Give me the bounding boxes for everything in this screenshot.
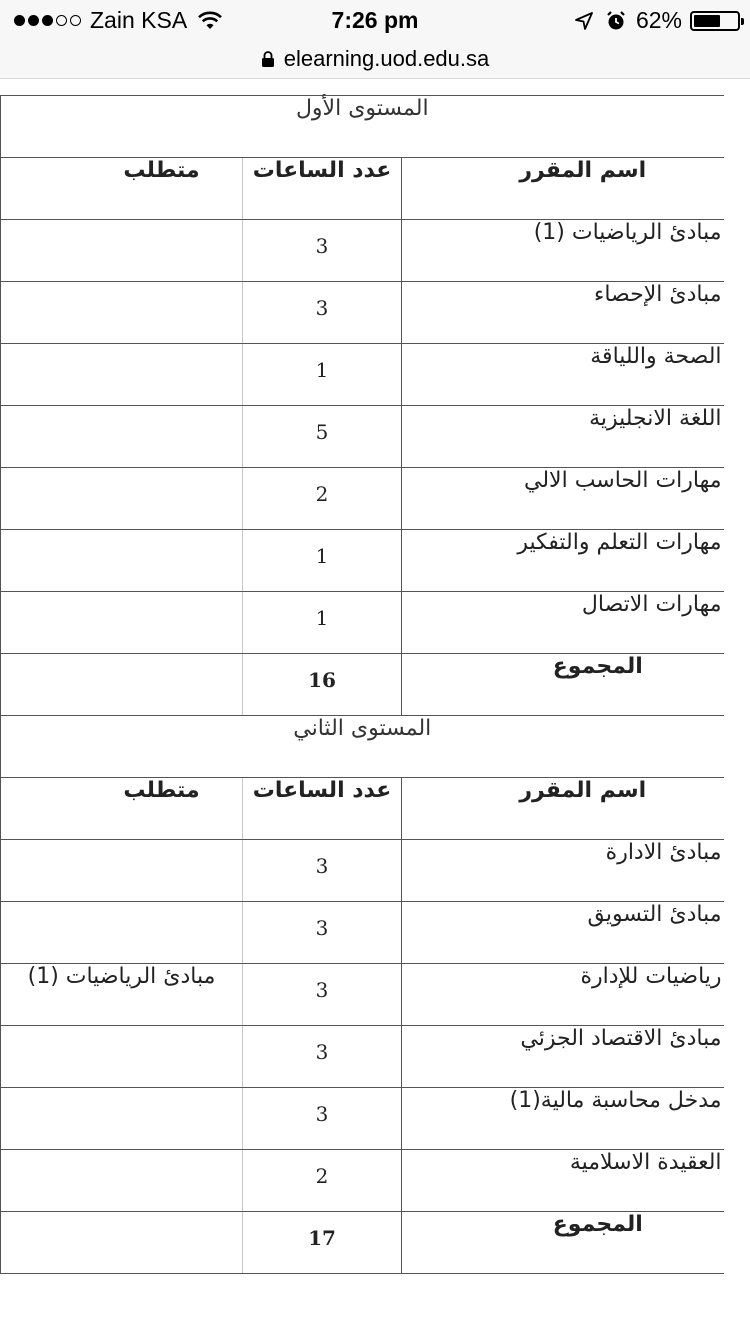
table-row [1, 220, 724, 282]
url-text: elearning.uod.edu.sa [283, 46, 490, 71]
course-hours: 1 [243, 344, 402, 406]
alarm-clock-icon [606, 10, 626, 32]
course-hours: 5 [243, 406, 402, 468]
table-row [1, 964, 724, 1026]
course-name: مبادئ التسويق [402, 902, 724, 964]
table-row [1, 282, 724, 344]
course-hours: 3 [243, 964, 402, 1026]
battery-level-fill [694, 15, 720, 27]
level-title: المستوى الأول [1, 96, 724, 158]
course-name: رياضيات للإدارة [402, 964, 724, 1026]
total-empty-cell [1, 1212, 243, 1274]
course-hours: 2 [243, 468, 402, 530]
course-name: مهارات التعلم والتفكير [402, 530, 724, 592]
address-bar[interactable] [0, 40, 750, 79]
course-prerequisite [1, 468, 243, 530]
total-hours: 17 [243, 1212, 402, 1274]
total-label: المجموع [402, 654, 724, 716]
total-row [1, 1212, 724, 1274]
course-prerequisite [1, 1150, 243, 1212]
course-prerequisite: مبادئ الرياضيات (1) [1, 964, 243, 1026]
table-row [1, 468, 724, 530]
clock: 7:26 pm [331, 7, 419, 33]
course-prerequisite [1, 406, 243, 468]
course-prerequisite [1, 344, 243, 406]
header-prerequisite: متطلب [1, 158, 243, 220]
header-credit-hours: عدد الساعات [243, 158, 402, 220]
course-hours: 1 [243, 530, 402, 592]
header-prerequisite: متطلب [1, 778, 243, 840]
battery-percent: 62% [635, 7, 682, 33]
location-arrow-icon [574, 11, 594, 31]
course-prerequisite [1, 220, 243, 282]
level-title-row [1, 716, 724, 778]
course-prerequisite [1, 840, 243, 902]
status-bar [0, 0, 750, 40]
course-hours: 2 [243, 1150, 402, 1212]
total-empty-cell [1, 654, 243, 716]
level-title: المستوى الثاني [1, 716, 724, 778]
table-row [1, 1026, 724, 1088]
total-row [1, 654, 724, 716]
course-hours: 3 [243, 840, 402, 902]
course-prerequisite [1, 902, 243, 964]
course-name: مبادئ الرياضيات (1) [402, 220, 724, 282]
course-name: مهارات الاتصال [402, 592, 724, 654]
course-plan-table [0, 95, 724, 1274]
course-hours: 3 [243, 1088, 402, 1150]
header-course-name: اسم المقرر [402, 778, 724, 840]
table-row [1, 530, 724, 592]
table-row [1, 406, 724, 468]
course-name: مبادئ الاقتصاد الجزئي [402, 1026, 724, 1088]
lock-icon [261, 50, 275, 68]
table-row [1, 592, 724, 654]
course-hours: 3 [243, 1026, 402, 1088]
battery-icon [690, 11, 740, 31]
course-hours: 3 [243, 282, 402, 344]
course-name: الصحة واللياقة [402, 344, 724, 406]
table-row [1, 840, 724, 902]
column-header-row [1, 778, 724, 840]
column-header-row [1, 158, 724, 220]
course-hours: 1 [243, 592, 402, 654]
course-prerequisite [1, 282, 243, 344]
course-prerequisite [1, 530, 243, 592]
table-row [1, 1150, 724, 1212]
course-name: مبادئ الإحصاء [402, 282, 724, 344]
course-name: مدخل محاسبة مالية(1) [402, 1088, 724, 1150]
course-name: العقيدة الاسلامية [402, 1150, 724, 1212]
total-label: المجموع [402, 1212, 724, 1274]
header-credit-hours: عدد الساعات [243, 778, 402, 840]
table-row [1, 1088, 724, 1150]
table-row [1, 344, 724, 406]
course-prerequisite [1, 1026, 243, 1088]
course-plan-table-container [0, 95, 723, 1274]
carrier-name: Zain KSA [90, 7, 188, 33]
level-title-row [1, 96, 724, 158]
course-hours: 3 [243, 220, 402, 282]
header-course-name: اسم المقرر [402, 158, 724, 220]
course-name: مهارات الحاسب الالي [402, 468, 724, 530]
course-prerequisite [1, 1088, 243, 1150]
course-prerequisite [1, 592, 243, 654]
table-row [1, 902, 724, 964]
course-name: مبادئ الادارة [402, 840, 724, 902]
total-hours: 16 [243, 654, 402, 716]
course-hours: 3 [243, 902, 402, 964]
course-name: اللغة الانجليزية [402, 406, 724, 468]
